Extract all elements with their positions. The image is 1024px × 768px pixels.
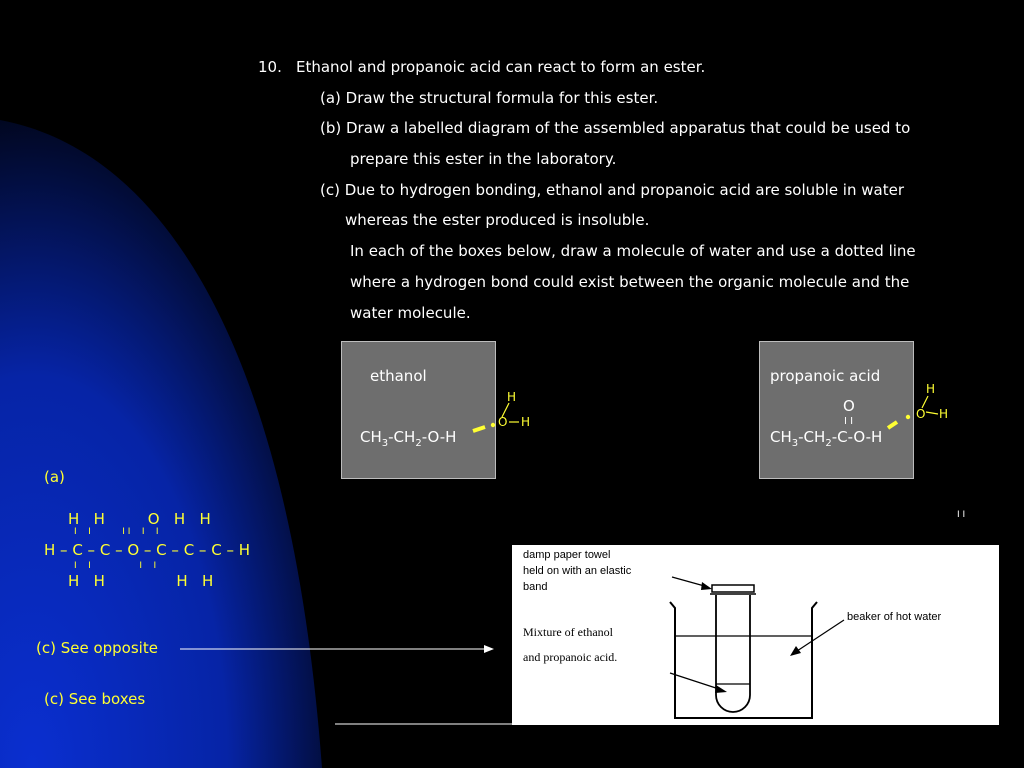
answer-c-boxes: (c) See boxes bbox=[44, 690, 146, 708]
question-part-c-line4: where a hydrogen bond could exist between the organic molecule and the bbox=[350, 273, 910, 291]
carbonyl-double-bond: I I bbox=[844, 416, 854, 427]
ester-struct-row3: H – C – C – O – C – C – C – H bbox=[44, 541, 250, 559]
test-tube bbox=[716, 595, 750, 712]
ethanol-water-h2: H bbox=[521, 415, 531, 429]
question-number: 10. bbox=[258, 58, 282, 76]
ethanol-water-h1: H bbox=[507, 390, 517, 404]
question-part-c-line1: (c) Due to hydrogen bonding, ethanol and propanoic acid are soluble in water bbox=[320, 181, 904, 199]
answer-c-opposite: (c) See opposite bbox=[36, 639, 158, 657]
towel-label-line2: held on with an elastic bbox=[523, 565, 632, 577]
apparatus-drawing bbox=[512, 545, 999, 725]
question-part-b-line1: (b) Draw a labelled diagram of the assembled apparatus that could be used to bbox=[320, 119, 911, 137]
towel-label-line3: band bbox=[523, 581, 548, 593]
ester-struct-row5: H H H H bbox=[68, 572, 214, 590]
arrow-to-apparatus bbox=[178, 641, 498, 657]
ethanol-name: ethanol bbox=[370, 367, 427, 385]
ester-struct-row4: I I I I bbox=[74, 561, 157, 571]
question-part-c-line2: whereas the ester produced is insoluble. bbox=[345, 211, 650, 229]
towel-arrow-head bbox=[701, 582, 712, 590]
question-part-c-line5: water molecule. bbox=[350, 304, 471, 322]
question-stem: Ethanol and propanoic acid can react to form an ester. bbox=[296, 58, 706, 76]
ester-struct-row1: H H O H H bbox=[68, 510, 211, 528]
ester-struct-row2: I I I I I I bbox=[74, 527, 159, 537]
stray-mark: I I bbox=[957, 510, 966, 520]
answer-a-label: (a) bbox=[44, 468, 65, 486]
propanoic-hydrogen-bond bbox=[884, 390, 944, 430]
mixture-label-line1: Mixture of ethanol bbox=[523, 625, 613, 639]
question-part-c-line3: In each of the boxes below, draw a molecule of water and use a dotted line bbox=[350, 242, 916, 260]
propanoic-water-o: O bbox=[916, 407, 926, 421]
question-part-b-line2: prepare this ester in the laboratory. bbox=[350, 150, 617, 168]
question-part-a: (a) Draw the structural formula for this ester. bbox=[320, 89, 659, 107]
mixture-label-line2: and propanoic acid. bbox=[523, 650, 618, 664]
ethanol-formula: $CH_3-CH_2-O-H$ bbox=[360, 428, 457, 449]
ethanol-water-o: O bbox=[498, 415, 508, 429]
towel-label-line1: damp paper towel bbox=[523, 549, 611, 561]
ethanol-hydrogen-bond bbox=[465, 398, 525, 438]
carbonyl-oxygen: O bbox=[843, 397, 855, 415]
propanoic-water-h2: H bbox=[939, 407, 949, 421]
paper-towel-cap bbox=[712, 585, 754, 592]
beaker-label: beaker of hot water bbox=[847, 611, 942, 623]
apparatus-diagram bbox=[512, 545, 999, 725]
beaker-arrow-head bbox=[790, 646, 801, 656]
beaker bbox=[670, 602, 817, 718]
propanoic-acid-formula: $CH_3-CH_2-C-O-H$ bbox=[770, 428, 883, 449]
propanoic-acid-name: propanoic acid bbox=[770, 367, 881, 385]
propanoic-water-h1: H bbox=[926, 382, 936, 396]
underline-rule bbox=[335, 722, 515, 726]
